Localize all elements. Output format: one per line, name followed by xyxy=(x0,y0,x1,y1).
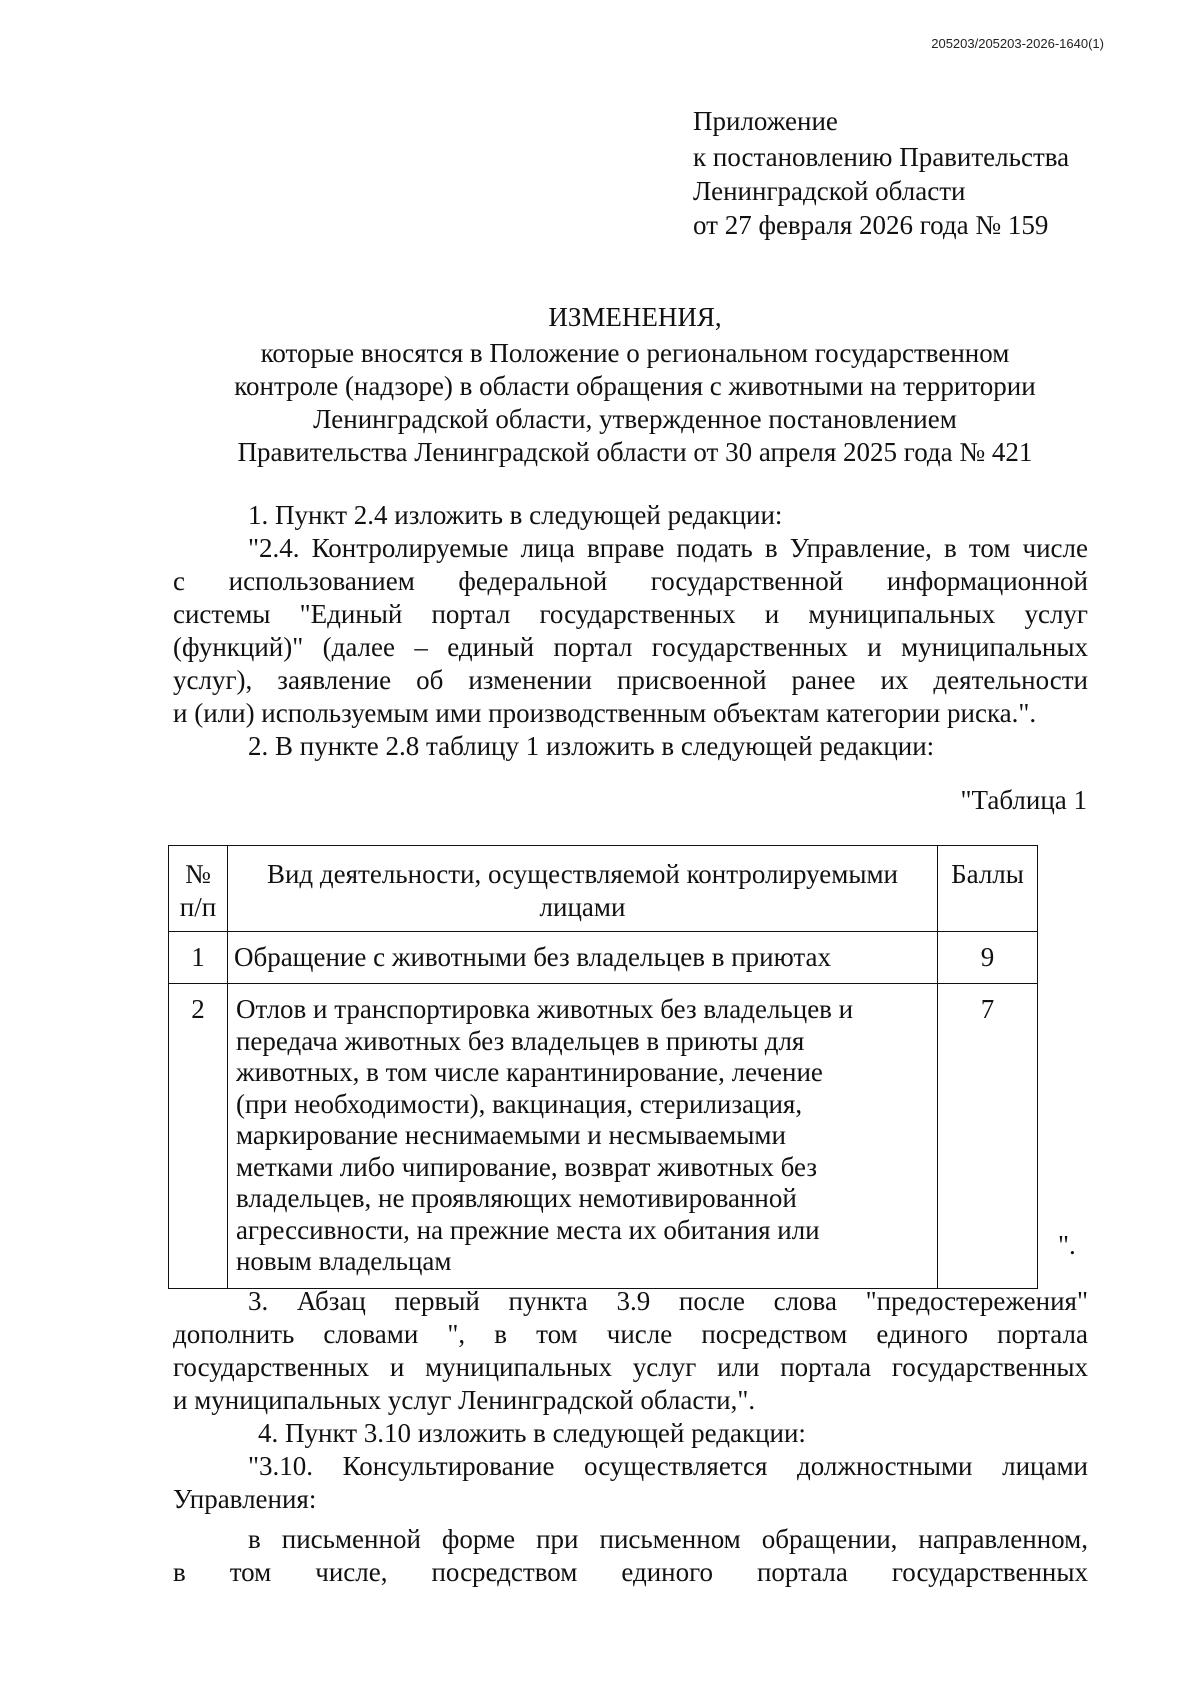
row-1-number: 1 xyxy=(169,932,228,984)
item-1-line-3: системы "Единый портал государственных и муниципальных услуг xyxy=(173,599,1088,629)
table-header-row xyxy=(169,846,1038,932)
subtitle-line-4: Правительства Ленинградской области от 30 апреля 2025 года № 421 xyxy=(237,437,1033,467)
item-3-line-3: государственных и муниципальных услуг или портала государственных xyxy=(173,1352,1088,1382)
item-4-line-4: в том числе, посредством единого портала государственных xyxy=(173,1557,1088,1587)
row-2-number: 2 xyxy=(169,984,228,1289)
item-4-line-1: "3.10. Консультирование осуществляется должностными лицами xyxy=(248,1451,1088,1481)
header-score: Баллы xyxy=(938,846,1038,932)
item-1-line-5: услуг), заявление об изменении присвоенной ранее их деятельности xyxy=(173,665,1088,695)
row-2-activity: Отлов и транспортировка животных без владельцев и передача животных без владельцев в приюты для животных, в том числе карантинирование, лечение (при необходимости), вакцинация, стерилизация, маркирование неснимаемыми и несмываемыми метками либо чипирование, возврат животных без владельцев, не проявляющих немотивированной агрессивности, на прежние места их обитания или новым владельцам xyxy=(227,984,937,1289)
document-title: ИЗМЕНЕНИЯ, xyxy=(548,302,722,332)
item-1-line-6: и (или) используемым ими производственным объектам категории риска.". xyxy=(173,698,1037,728)
item-3-line-2: дополнить словами ", в том числе посредством единого портала xyxy=(173,1319,1088,1349)
subtitle-line-2: контроле (надзоре) в области обращения с животными на территории xyxy=(234,371,1036,401)
appendix-line-4: от 27 февраля 2026 года № 159 xyxy=(693,210,1049,240)
appendix-line-1: Приложение xyxy=(693,106,838,136)
item-1-heading: 1. Пункт 2.4 изложить в следующей редакции: xyxy=(248,500,783,530)
table-row xyxy=(169,984,1038,1289)
item-1-line-4: (функций)" (далее – единый портал государственных и муниципальных xyxy=(173,632,1088,662)
row-1-activity: Обращение с животными без владельцев в приютах xyxy=(227,932,937,984)
item-3-line-4: и муниципальных услуг Ленинградской области,". xyxy=(173,1385,756,1415)
item-4-line-3: в письменной форме при письменном обращении, направленном, xyxy=(248,1524,1088,1554)
subtitle-line-3: Ленинградской области, утвержденное постановлением xyxy=(313,404,957,434)
item-1-line-2: с использованием федеральной государственной информационной xyxy=(173,566,1088,596)
header-activity: Вид деятельности, осуществляемой контролируемыми лицами xyxy=(227,846,937,932)
row-2-score: 7 xyxy=(938,984,1038,1289)
item-3-line-1: 3. Абзац первый пункта 3.9 после слова "предостережения" xyxy=(248,1286,1088,1316)
table-caption: "Таблица 1 xyxy=(960,785,1087,815)
item-2-text: 2. В пункте 2.8 таблицу 1 изложить в следующей редакции: xyxy=(248,731,935,761)
risk-table xyxy=(168,845,1038,1289)
item-4-line-2: Управления: xyxy=(173,1484,317,1514)
document-id: 205203/205203-2026-1640(1) xyxy=(931,36,1104,51)
table-row xyxy=(169,932,1038,984)
appendix-line-2: к постановлению Правительства xyxy=(693,142,1070,172)
subtitle-line-1: которые вносятся в Положение о региональном государственном xyxy=(260,338,1010,368)
item-1-line-1: "2.4. Контролируемые лица вправе подать в Управление, в том числе xyxy=(248,533,1088,563)
header-number: № п/п xyxy=(169,846,228,932)
row-1-score: 9 xyxy=(938,932,1038,984)
appendix-line-3: Ленинградской области xyxy=(693,176,966,206)
item-4-heading: 4. Пункт 3.10 изложить в следующей редакции: xyxy=(258,1418,806,1448)
table-closing-mark: ". xyxy=(1058,1230,1076,1260)
